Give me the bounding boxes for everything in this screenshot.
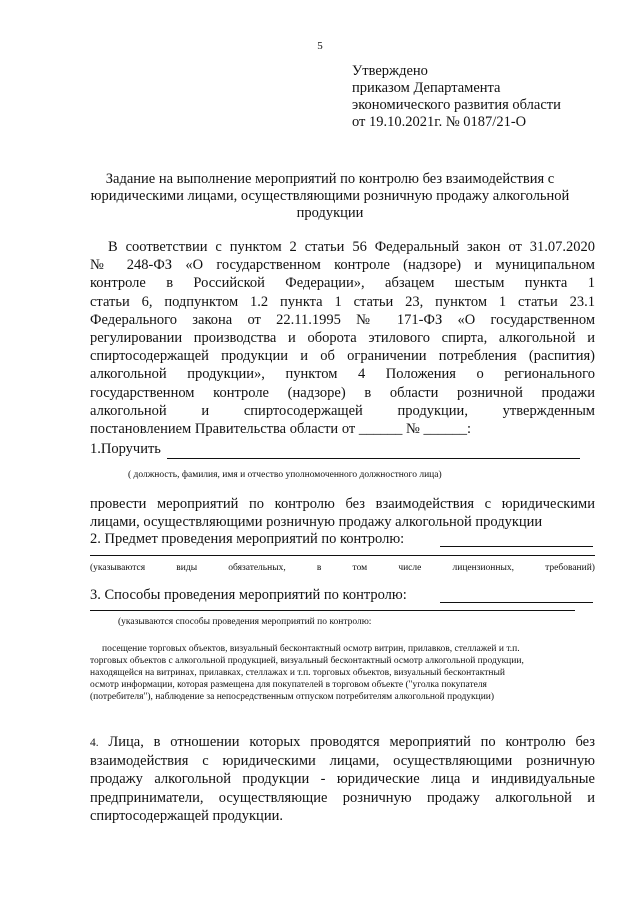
page-number: 5: [317, 40, 323, 52]
number-blank: ______: [423, 421, 467, 438]
preamble-line: регулировании производства и оборота этилового спирта, алкогольной и: [90, 330, 595, 347]
approval-line-4: от 19.10.2021г. № 0187/21-О: [352, 114, 527, 130]
preamble-line: Федерального закона от 22.11.1995 № 171-ФЗ «О государственном: [90, 311, 595, 328]
item4-line: Лица, в отношении которых проводятся мероприятий по контролю без: [108, 734, 595, 750]
preamble-line: алкогольной и спиртосодержащей продукции, утвержденным: [90, 402, 595, 419]
title-line-3: продукции: [296, 205, 364, 221]
approval-block: [352, 63, 561, 131]
item1-fill-line: [167, 458, 580, 459]
item2-caption: [90, 562, 595, 574]
item3-detail-line: торговых объектов с алкогольной продукцией, визуальный бесконтактный осмотр алкогольной продукции,: [90, 656, 524, 666]
preamble-line: № 248-ФЗ «О государственном контроле (надзоре) и муниципальном: [90, 257, 595, 274]
item3-detail-line: (потребителя"), наблюдение за непосредственным отпуском потребителям алкогольной продукции): [90, 692, 495, 702]
approval-line-1: Утверждено: [352, 63, 428, 79]
item2-fill-line: [440, 546, 593, 547]
item1-text-line-1: провести мероприятий по контролю без взаимодействия с юридическими: [90, 496, 595, 512]
caption-word: (указываются: [90, 563, 146, 573]
preamble-line: контроле в Российской Федерации», абзацем шестым пункта 1: [90, 275, 595, 292]
item4-paragraph: [90, 733, 595, 825]
document-title: [90, 171, 570, 222]
caption-word: виды: [176, 563, 198, 573]
item3-caption: (указываются способы проведения мероприятий по контролю:: [118, 617, 372, 627]
item1-caption: ( должность, фамилия, имя и отчество уполномоченного должностного лица): [128, 470, 442, 480]
preamble-line: спиртосодержащей продукции и об ограничении потребления (распития): [90, 348, 595, 365]
item3-detail-line: осмотр информации, которая размещена для покупателей в торговом объекте ("уголка покупателя: [90, 680, 487, 690]
approval-line-2: приказом Департамента: [352, 80, 501, 96]
caption-word: числе: [398, 563, 422, 573]
item3-detail-line: посещение торговых объектов, визуальный бесконтактный осмотр витрин, прилавков, стеллажей и т.п.: [102, 644, 520, 654]
item3-second-line: [90, 610, 575, 611]
caption-word: обязательных,: [228, 563, 286, 573]
item1-label: 1.Поручить: [90, 441, 161, 457]
title-line-2: юридическими лицами, осуществляющими розничную продажу алкогольной: [90, 188, 570, 204]
approval-line-3: экономического развития области: [352, 97, 561, 113]
title-line-1: Задание на выполнение мероприятий по контролю без взаимодействия с: [105, 171, 555, 187]
caption-word: лицензионных,: [452, 563, 514, 573]
item4-line: продажу алкогольной продукции - юридические лица и индивидуальные: [90, 771, 595, 788]
item3-detail-line: находящейся на витринах, прилавках, стеллажах и т.п. торговых объектов, визуальный бесконтактный: [90, 668, 505, 678]
number-sign: №: [405, 421, 420, 438]
item4-first-line: [90, 733, 595, 752]
preamble-line: постановлением Правительства области от: [90, 421, 356, 438]
date-blank: ______: [358, 421, 403, 438]
item3-details: [90, 643, 595, 703]
preamble-line: статьи 6, подпунктом 1.2 пункта 1 статьи 23, пунктом 1 статьи 23.1: [90, 293, 595, 310]
item1-text-line-2: лицами, осуществляющими розничную продажу алкогольной продукции: [90, 514, 543, 531]
item4-line: предприниматели, осуществляющие розничную продажу алкогольной и: [90, 789, 595, 806]
caption-word: том: [352, 563, 368, 573]
preamble-end: :: [466, 421, 471, 438]
preamble-line: государственном контроле (надзоре) в области розничной продажи: [90, 384, 595, 401]
item4-number: 4.: [90, 737, 99, 749]
preamble-last-line: [90, 420, 595, 438]
item4-line: спиртосодержащей продукции.: [90, 807, 283, 824]
item4-line: взаимодействия с юридическими лицами, осуществляющими розничную: [90, 753, 595, 770]
item2-second-line: [90, 555, 595, 556]
item1-row: [90, 441, 161, 458]
preamble-line: алкогольной продукции», пунктом 4 Положения о регионального: [90, 366, 595, 383]
caption-word: в: [316, 563, 322, 573]
preamble-line: В соответствии с пунктом 2 статьи 56 Федеральный закон от 31.07.2020: [108, 239, 595, 255]
item2-label: 2. Предмет проведения мероприятий по контролю:: [90, 531, 405, 547]
caption-word: требований): [545, 563, 595, 573]
item1-text: [90, 495, 595, 531]
item3-fill-line: [440, 602, 593, 603]
item3-label: 3. Способы проведения мероприятий по контролю:: [90, 587, 407, 603]
preamble-paragraph: [90, 238, 595, 438]
